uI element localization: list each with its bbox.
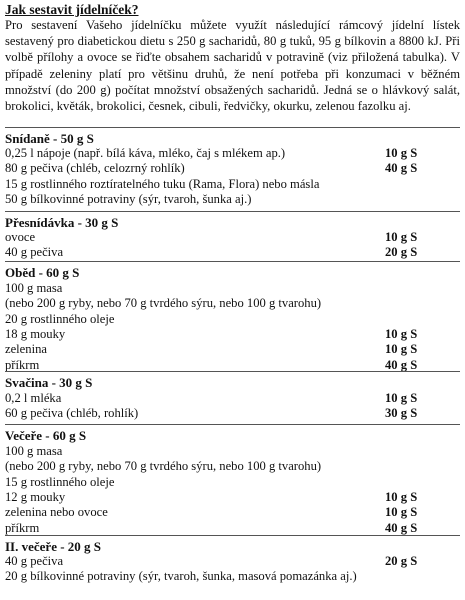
carb-value: 10 g S: [385, 489, 418, 504]
carb-value: 20 g S: [385, 554, 418, 568]
section-divider: [5, 211, 460, 212]
meal-item-text: 40 g pečiva: [5, 554, 64, 568]
meal-item-text: 20 g rostlinného oleje: [5, 311, 115, 326]
section-heading: Přesnídávka - 30 g S: [5, 215, 119, 230]
meal-item-text: zelenina nebo ovoce: [5, 505, 108, 520]
meal-item-text: zelenina: [5, 342, 47, 357]
meal-item-text: 40 g pečiva: [5, 245, 64, 260]
carb-value: 40 g S: [385, 357, 418, 372]
meal-item-text: (nebo 200 g ryby, nebo 70 g tvrdého sýru, nebo 100 g tvarohu): [5, 296, 322, 311]
meal-item-text: příkrm: [5, 357, 40, 372]
meal-item-text: 15 g rostlinného roztíratelného tuku (Rama, Flora) nebo másla: [5, 176, 320, 191]
intro-paragraph: Pro sestavení Vašeho jídelníčku můžete využít následující rámcový jídelní lístek sestavený pro diabetickou dietu s 250 g sacharidů, 80 g tuků, 95 g bílkovin a 8800 kJ. Při volbě přílohy a ovoce se řiďte obsahem sacharidů v potravině (viz přiložená tabulka). V případě zeleniny platí pro většinu druhů, že není potřeba při konzumaci v běžném množství (do 200 g) počítat množství obsažených sacharidů. Jedná se o hlávkový salát, brokolici, květák, brokolici, česnek, cibuli, ředvičky, okurku, zelenou fazolku aj.: [5, 18, 460, 114]
carb-value: 10 g S: [385, 146, 418, 160]
diet-plan-page: [5, 0, 460, 600]
section-heading: Večeře - 60 g S: [5, 428, 87, 443]
section-heading: Oběd - 60 g S: [5, 265, 80, 280]
meal-item-text: (nebo 200 g ryby, nebo 70 g tvrdého sýru, nebo 100 g tvarohu): [5, 459, 322, 474]
section-divider: [5, 261, 460, 262]
meal-item-text: 20 g bílkovinné potraviny (sýr, tvaroh, šunka, masová pomazánka aj.): [5, 569, 357, 584]
meal-item-text: 0,25 l nápoje (např. bílá káva, mléko, čaj s mlékem ap.): [5, 146, 286, 160]
section-divider: [5, 535, 460, 536]
section-heading: Snídaně - 50 g S: [5, 131, 94, 146]
meal-item-text: ovoce: [5, 230, 36, 244]
carb-value: 10 g S: [385, 342, 418, 357]
section-divider: [5, 127, 460, 128]
page-title: Jak sestavit jídelníček?: [5, 2, 139, 17]
carb-value: 30 g S: [385, 406, 418, 421]
carb-value: 10 g S: [385, 326, 418, 341]
meal-item-text: 12 g mouky: [5, 489, 66, 504]
carb-value: 10 g S: [385, 230, 418, 244]
meal-item-text: 80 g pečiva (chléb, celozrný rohlík): [5, 161, 185, 176]
carb-value: 40 g S: [385, 161, 418, 176]
section-heading: Svačina - 30 g S: [5, 375, 93, 390]
carb-value: 40 g S: [385, 520, 418, 535]
meal-item-text: příkrm: [5, 520, 40, 535]
meal-item-text: 18 g mouky: [5, 326, 66, 341]
section-divider: [5, 424, 460, 425]
carb-value: 10 g S: [385, 391, 418, 405]
meal-item-text: 60 g pečiva (chléb, rohlík): [5, 406, 139, 421]
meal-item-text: 15 g rostlinného oleje: [5, 474, 115, 489]
section-heading: II. večeře - 20 g S: [5, 539, 102, 554]
meal-item-text: 100 g masa: [5, 444, 63, 458]
meal-item-text: 0,2 l mléka: [5, 391, 62, 405]
meal-item-text: 100 g masa: [5, 281, 63, 295]
carb-value: 20 g S: [385, 245, 418, 260]
carb-value: 10 g S: [385, 505, 418, 520]
meal-item-text: 50 g bílkovinné potraviny (sýr, tvaroh, šunka aj.): [5, 191, 252, 206]
section-divider: [5, 371, 460, 372]
